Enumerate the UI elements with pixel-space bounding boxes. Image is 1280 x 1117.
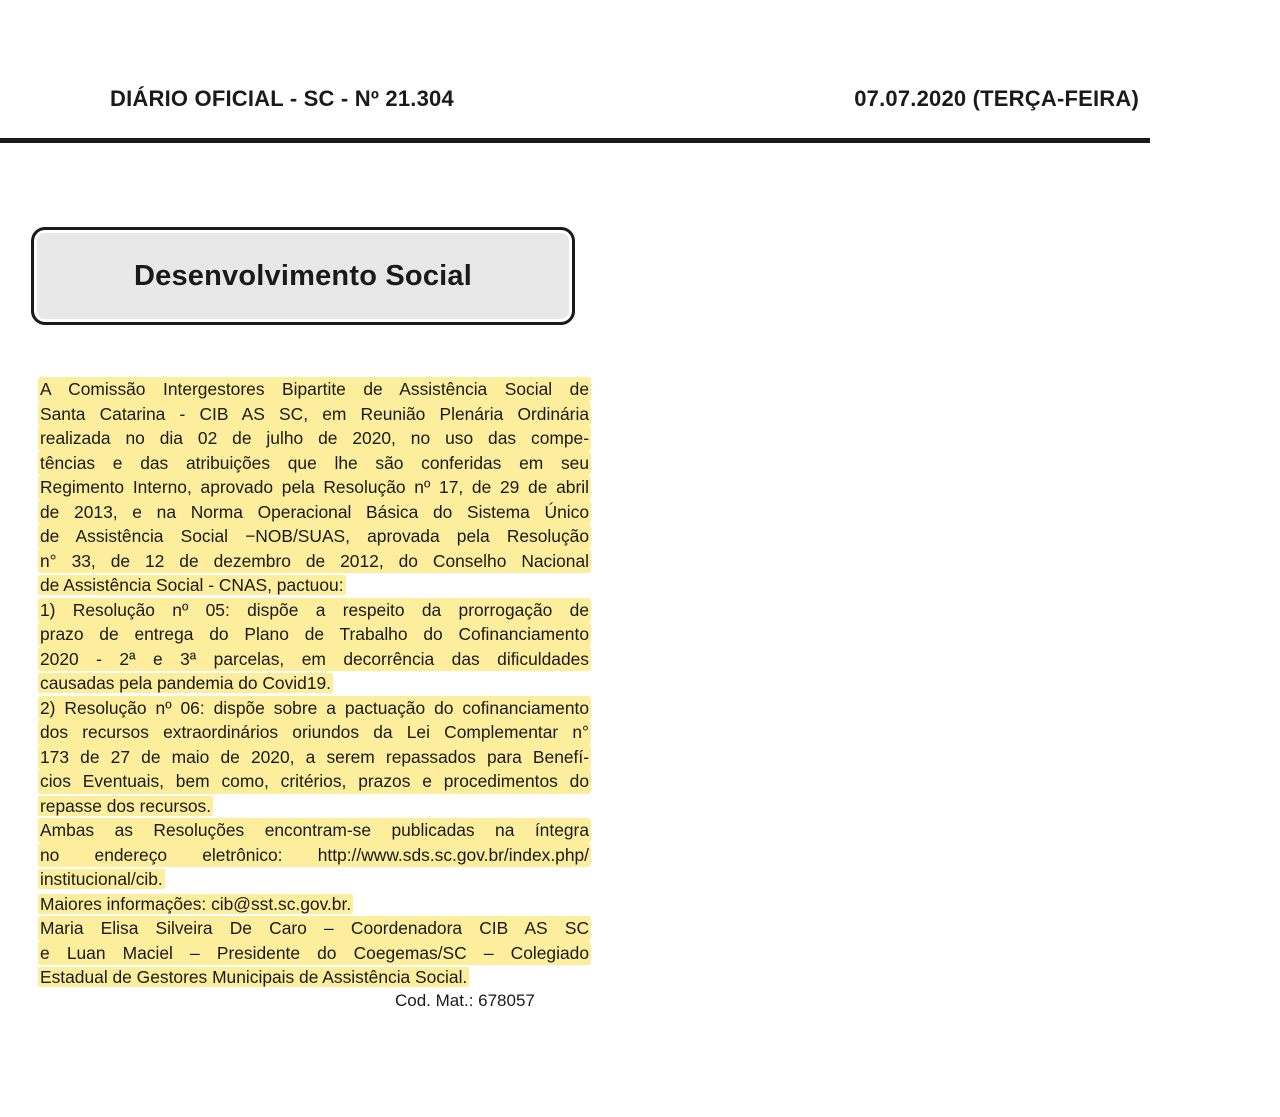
article-line: de Assistência Social - CNAS, pactuou: xyxy=(40,575,344,595)
article-line: e Luan Maciel – Presidente do Coegemas/SC – Colegiado xyxy=(38,941,591,966)
article-line: causadas pela pandemia do Covid19. xyxy=(40,673,332,693)
article-line: Maria Elisa Silveira De Caro – Coordenadora CIB AS SC xyxy=(38,916,591,941)
article-line: tências e das atribuições que lhe são conferidas em seu xyxy=(38,451,591,476)
article-line: Maiores informações: cib@sst.sc.gov.br. xyxy=(40,893,352,914)
article-line: Regimento Interno, aprovado pela Resolução nº 17, de 29 de abril xyxy=(38,475,591,500)
article-line: n° 33, de 12 de dezembro de 2012, do Conselho Nacional xyxy=(38,549,591,574)
article-line: de 2013, e na Norma Operacional Básica do Sistema Único xyxy=(38,500,591,525)
article-line: cios Eventuais, bem como, critérios, prazos e procedimentos do xyxy=(38,769,591,794)
article-line: prazo de entrega do Plano de Trabalho do Cofinanciamento xyxy=(38,622,591,647)
header-divider xyxy=(0,138,1150,143)
article-line: 2020 - 2ª e 3ª parcelas, em decorrência das dificuldades xyxy=(38,647,591,672)
section-title: Desenvolvimento Social xyxy=(133,259,472,292)
publication-date: 07.07.2020 (TERÇA-FEIRA) xyxy=(854,86,1139,111)
material-code: Cod. Mat.: 678057 xyxy=(395,991,535,1010)
article-line: 1) Resolução nº 05: dispõe a respeito da prorrogação de xyxy=(38,598,591,623)
article-line: realizada no dia 02 de julho de 2020, no uso das compe- xyxy=(38,426,591,451)
article-line: dos recursos extraordinários oriundos da Lei Complementar n° xyxy=(38,720,591,745)
article-line: Ambas as Resoluções encontram-se publicadas na íntegra xyxy=(38,818,591,843)
section-heading-box xyxy=(31,227,575,325)
article-line: repasse dos recursos. xyxy=(40,795,212,816)
article-line: de Assistência Social −NOB/SUAS, aprovada pela Resolução xyxy=(38,524,591,549)
article-line: Estadual de Gestores Municipais de Assistência Social. xyxy=(40,967,468,987)
article-line: institucional/cib. xyxy=(40,869,163,889)
article-line: 2) Resolução nº 06: dispõe sobre a pactuação do cofinanciamento xyxy=(38,696,591,721)
article-line: no endereço eletrônico: http://www.sds.sc.gov.br/index.php/ xyxy=(38,843,591,868)
publication-title: DIÁRIO OFICIAL - SC - Nº 21.304 xyxy=(110,86,454,111)
article-line: Santa Catarina - CIB AS SC, em Reunião Plenária Ordinária xyxy=(38,402,591,427)
article-line: 173 de 27 de maio de 2020, a serem repassados para Benefí- xyxy=(38,745,591,770)
article-line: A Comissão Intergestores Bipartite de Assistência Social de xyxy=(38,377,591,402)
article-body xyxy=(38,377,591,990)
